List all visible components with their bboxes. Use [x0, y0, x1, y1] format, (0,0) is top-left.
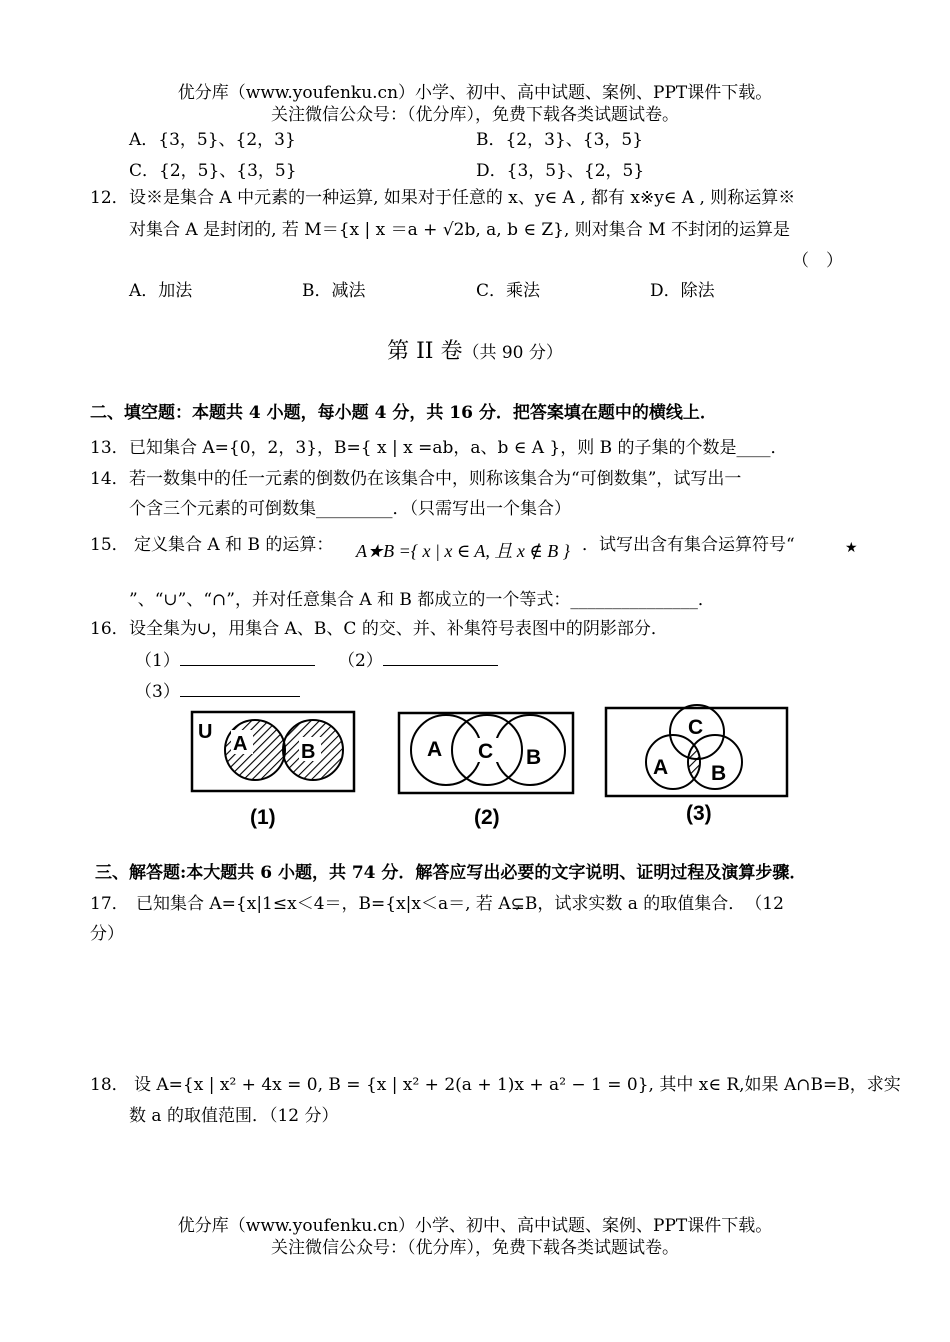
q15-line-2: ”、“∪”、“∩”，并对任意集合 A 和 B 都成立的一个等式：_______________．: [129, 590, 715, 610]
q12-line-1: 设※是集合 A 中元素的一种运算, 如果对于任意的 x、y∈ A , 都有 x※y∈ A , 则称运算※: [129, 188, 796, 208]
q12-option-c: C．乘法: [476, 281, 541, 301]
header-line-2: 关注微信公众号：（优分库），免费下载各类试题试卷。: [271, 105, 679, 125]
venn1-label-b: B: [301, 741, 316, 763]
q16-blank-2: [338, 646, 498, 671]
venn-figure-3: [606, 705, 787, 825]
q16-blank-1-line[interactable]: [180, 664, 315, 666]
venn1-label-u: U: [198, 721, 213, 743]
venn3-label-b: B: [711, 762, 727, 785]
venn-figures: [0, 700, 950, 840]
venn2-circle-a: [411, 715, 481, 785]
q12-line-2: 对集合 A 是封闭的, 若 M＝{x | x ＝a + √2b, a, b ∈ Z}, 则对集合 M 不封闭的运算是: [129, 220, 791, 240]
q11-option-a: A．{3，5}、{2，3}: [129, 130, 296, 150]
q18-line-1: 设 A={x | x² + 4x = 0, B = {x | x² + 2(a + 1)x + a² − 1 = 0}, 其中 x∈ R,如果 A∩B=B，求实: [134, 1075, 901, 1095]
q12-option-d: D．除法: [650, 281, 715, 301]
venn3-label-c: C: [688, 716, 704, 739]
q11-option-c: C．{2，5}、{3，5}: [129, 161, 297, 181]
q14-line-1: 若一数集中的任一元素的倒数仍在该集合中，则称该集合为“可倒数集”，试写出一: [129, 469, 742, 489]
q13-text: 已知集合 A={0，2，3}，B={ x | x =ab，a、b ∈ A }，则 B 的子集的个数是____．: [129, 438, 788, 458]
q16-text: 设全集为∪，用集合 A、B、C 的交、并、补集符号表图中的阴影部分．: [129, 619, 668, 639]
q11-option-b: B．{2，3}、{3，5}: [476, 130, 644, 150]
venn1-label-a: A: [233, 733, 248, 755]
venn2-label-a: A: [427, 738, 443, 761]
venn3-caption: (3): [686, 802, 712, 825]
q16-blank-2-line[interactable]: [383, 664, 498, 666]
q17-line-1: 已知集合 A={x|1≤x＜4＝，B={x|x＜a＝, 若 A⊊B，试求实数 a 的取值集合． （12: [136, 894, 784, 914]
venn-figure-1: [192, 712, 354, 829]
q16-blank-3: [135, 677, 300, 702]
q16-blank-3-line[interactable]: [180, 695, 300, 697]
q16-blank-1: [135, 646, 315, 671]
q16-blank-2-label: （2）: [338, 651, 383, 671]
part2-score: （共 90 分）: [462, 343, 563, 363]
venn2-label-c: C: [478, 740, 494, 763]
q16-blank-3-label: （3）: [135, 682, 180, 702]
q15-formula: A★B ={ x | x ∈ A, 且 x ∉ B }: [356, 541, 570, 561]
venn-figure-2: [399, 713, 573, 829]
q12-number: 12．: [90, 188, 129, 208]
q15-text-1: 定义集合 A 和 B 的运算：: [134, 535, 334, 555]
q18-line-2: 数 a 的取值范围．（12 分）: [129, 1106, 339, 1126]
part2-title: [0, 334, 950, 365]
header-line-1: 优分库（www.youfenku.cn）小学、初中、高中试题、案例、PPT课件下载。: [177, 83, 773, 103]
q14-number: 14．: [90, 469, 129, 489]
q13-number: 13．: [90, 438, 129, 458]
q15-text-2: ．试写出含有集合运算符号“: [582, 535, 795, 555]
q12-option-b: B．减法: [302, 281, 366, 301]
q11-option-d: D．{3，5}、{2，5}: [476, 161, 645, 181]
q17-line-2: 分）: [90, 924, 124, 944]
venn3-label-a: A: [653, 756, 669, 779]
venn1-caption: (1): [250, 806, 276, 829]
venn2-label-b: B: [526, 746, 542, 769]
section3-heading: 三、解答题:本大题共 6 小题，共 74 分．解答应写出必要的文字说明、证明过程及演算步骤．: [95, 863, 807, 883]
part2-title-text: 第 II 卷: [387, 339, 463, 364]
footer-line-1: 优分库（www.youfenku.cn）小学、初中、高中试题、案例、PPT课件下载。: [177, 1216, 773, 1236]
q12-option-a: A．加法: [129, 281, 193, 301]
q17-number: 17．: [90, 894, 129, 914]
q15-star: ★: [845, 540, 858, 556]
footer-line-2: 关注微信公众号：（优分库），免费下载各类试题试卷。: [271, 1238, 679, 1258]
q14-line-2: 个含三个元素的可倒数集_________．（只需写出一个集合）: [129, 499, 571, 519]
q16-blank-1-label: （1）: [135, 651, 180, 671]
q15-number: 15．: [90, 535, 129, 555]
q18-number: 18．: [90, 1075, 129, 1095]
q12-answer-paren: （ ）: [792, 251, 843, 271]
section2-heading: 二、填空题：本题共 4 小题，每小题 4 分，共 16 分．把答案填在题中的横线上．: [90, 403, 717, 423]
q16-number: 16．: [90, 619, 129, 639]
venn2-caption: (2): [474, 806, 500, 829]
